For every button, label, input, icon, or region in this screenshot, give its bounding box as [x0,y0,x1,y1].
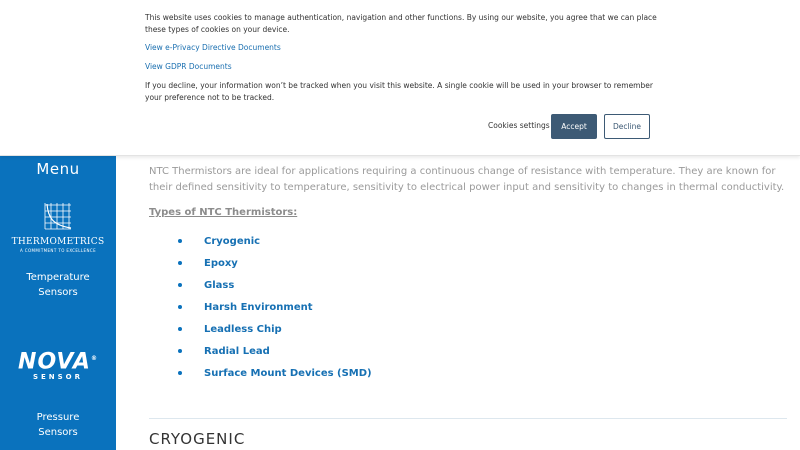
list-item [174,296,372,318]
bullet-icon [178,239,182,243]
cookie-banner [0,0,800,156]
cookies-settings-button[interactable]: Cookies settings [488,121,550,130]
sidebar [0,155,116,450]
bullet-icon [178,305,182,309]
bullet-icon [178,349,182,353]
type-link-cryogenic[interactable]: Cryogenic [204,235,261,247]
temperature-sensors-link[interactable] [0,270,116,300]
thermometrics-tagline: A COMMITMENT TO EXCELLENCE [19,248,97,253]
type-link-epoxy[interactable]: Epoxy [204,257,238,269]
cookie-decline-note: If you decline, your information won’t be tracked when you visit this website. A single cookie will be used in your browser to remember your preference not to be tracked. [145,81,653,102]
nova-sensor-logo-icon[interactable] [0,348,116,382]
nova-logo-word: NOVA® [18,349,98,375]
nova-logo-sub: SENSOR [32,373,84,382]
temperature-sensors-line-1: Temperature [26,272,90,283]
list-item [174,274,372,296]
bullet-icon [178,371,182,375]
intro-paragraph: NTC Thermistors are ideal for applications requiring a continuous change of resistance with temperature. They are known for their defined sensitivity to temperature, sensitivity to electrical power input and sensitivity to changes in thermal conductivity. [149,166,785,193]
list-item [174,362,372,384]
type-link-radial-lead[interactable]: Radial Lead [204,345,270,357]
section-divider [149,418,787,419]
cookie-message: This website uses cookies to manage authentication, navigation and other functions. By using our website, you agree that we can place these types of cookies on your device. [145,13,657,34]
bullet-icon [178,261,182,265]
pressure-sensors-link[interactable] [0,410,116,440]
thermometrics-name: THERMOMETRICS [11,237,105,247]
pressure-sensors-line-1: Pressure [36,412,80,423]
pressure-sensors-line-2: Sensors [38,427,78,438]
list-item [174,340,372,362]
types-heading: Types of NTC Thermistors: [149,207,298,218]
decline-button[interactable]: Decline [604,114,650,139]
type-link-smd[interactable]: Surface Mount Devices (SMD) [204,367,372,379]
type-link-harsh-environment[interactable]: Harsh Environment [204,301,313,313]
types-list [174,230,372,384]
gdpr-link[interactable]: View GDPR Documents [145,62,232,71]
eprivacy-link[interactable]: View e-Privacy Directive Documents [145,43,281,52]
type-link-glass[interactable]: Glass [204,279,235,291]
main-content [149,164,789,196]
menu-title[interactable]: Menu [36,160,80,178]
list-item [174,230,372,252]
bullet-icon [178,327,182,331]
list-item [174,252,372,274]
bullet-icon [178,283,182,287]
accept-button[interactable]: Accept [551,114,597,139]
temperature-sensors-line-2: Sensors [38,287,78,298]
type-link-leadless-chip[interactable]: Leadless Chip [204,323,282,335]
section-title: CRYOGENIC [149,430,246,448]
list-item [174,318,372,340]
